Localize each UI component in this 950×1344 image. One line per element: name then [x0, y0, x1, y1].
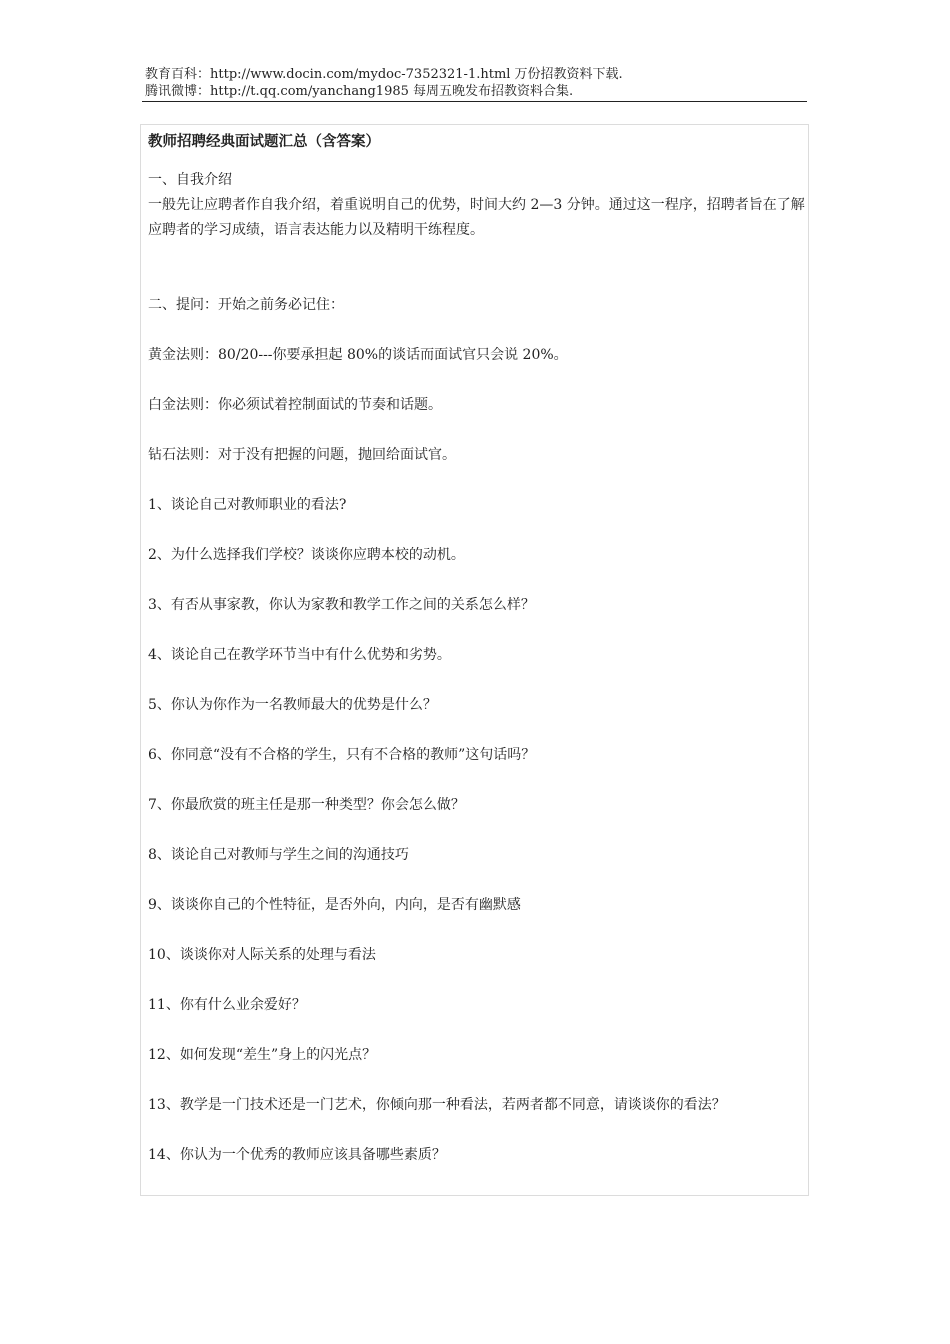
- question-item: 8、谈论自己对教师与学生之间的沟通技巧: [148, 847, 409, 863]
- rule-item: 黄金法则：80/20---你要承担起 80%的谈话而面试官只会说 20%。: [148, 347, 568, 363]
- section-self-intro-paragraph: 一般先让应聘者作自我介绍，着重说明自己的优势，时间大约 2—3 分钟。通过这一程序，招聘者旨在了解应聘者的学习成绩，语言表达能力以及精明干练程度。: [148, 197, 805, 238]
- question-item: 14、你认为一个优秀的教师应该具备哪些素质？: [148, 1147, 446, 1163]
- question-item: 6、你同意“没有不合格的学生，只有不合格的教师”这句话吗？: [148, 747, 536, 763]
- header-divider: [142, 101, 807, 102]
- rule-item: 白金法则：你必须试着控制面试的节奏和话题。: [148, 397, 442, 413]
- question-item: 7、你最欣赏的班主任是那一种类型？你会怎么做？: [148, 797, 465, 813]
- question-item: 4、谈论自己在教学环节当中有什么优势和劣势。: [148, 647, 451, 663]
- question-item: 3、有否从事家教，你认为家教和教学工作之间的关系怎么样？: [148, 597, 535, 613]
- page-header: [145, 66, 807, 100]
- section-questions-heading: 二、提问：开始之前务必记住：: [148, 297, 344, 313]
- question-item: 2、为什么选择我们学校？谈谈你应聘本校的动机。: [148, 547, 465, 563]
- header-line-weibo: 腾讯微博：http://t.qq.com/yanchang1985 每周五晚发布招教资料合集.: [145, 84, 574, 99]
- question-item: 1、谈论自己对教师职业的看法?: [148, 497, 347, 513]
- section-self-intro-heading: 一、自我介绍: [148, 172, 232, 188]
- header-line-docin: 教育百科：http://www.docin.com/mydoc-7352321-1.html 万份招教资料下载.: [145, 67, 623, 82]
- question-item: 10、谈谈你对人际关系的处理与看法: [148, 947, 376, 963]
- rule-item: 钻石法则：对于没有把握的问题，抛回给面试官。: [148, 447, 456, 463]
- spacer: [148, 243, 806, 293]
- document-title: 教师招聘经典面试题汇总（含答案）: [148, 133, 380, 150]
- question-item: 11、你有什么业余爱好？: [148, 997, 306, 1013]
- question-item: 9、谈谈你自己的个性特征，是否外向，内向，是否有幽默感: [148, 897, 521, 913]
- question-item: 13、教学是一门技术还是一门艺术，你倾向那一种看法，若两者都不同意，请谈谈你的看法？: [148, 1097, 726, 1113]
- question-item: 5、你认为你作为一名教师最大的优势是什么？: [148, 697, 437, 713]
- question-item: 12、如何发现“差生”身上的闪光点？: [148, 1047, 377, 1063]
- document-content: [148, 130, 806, 1168]
